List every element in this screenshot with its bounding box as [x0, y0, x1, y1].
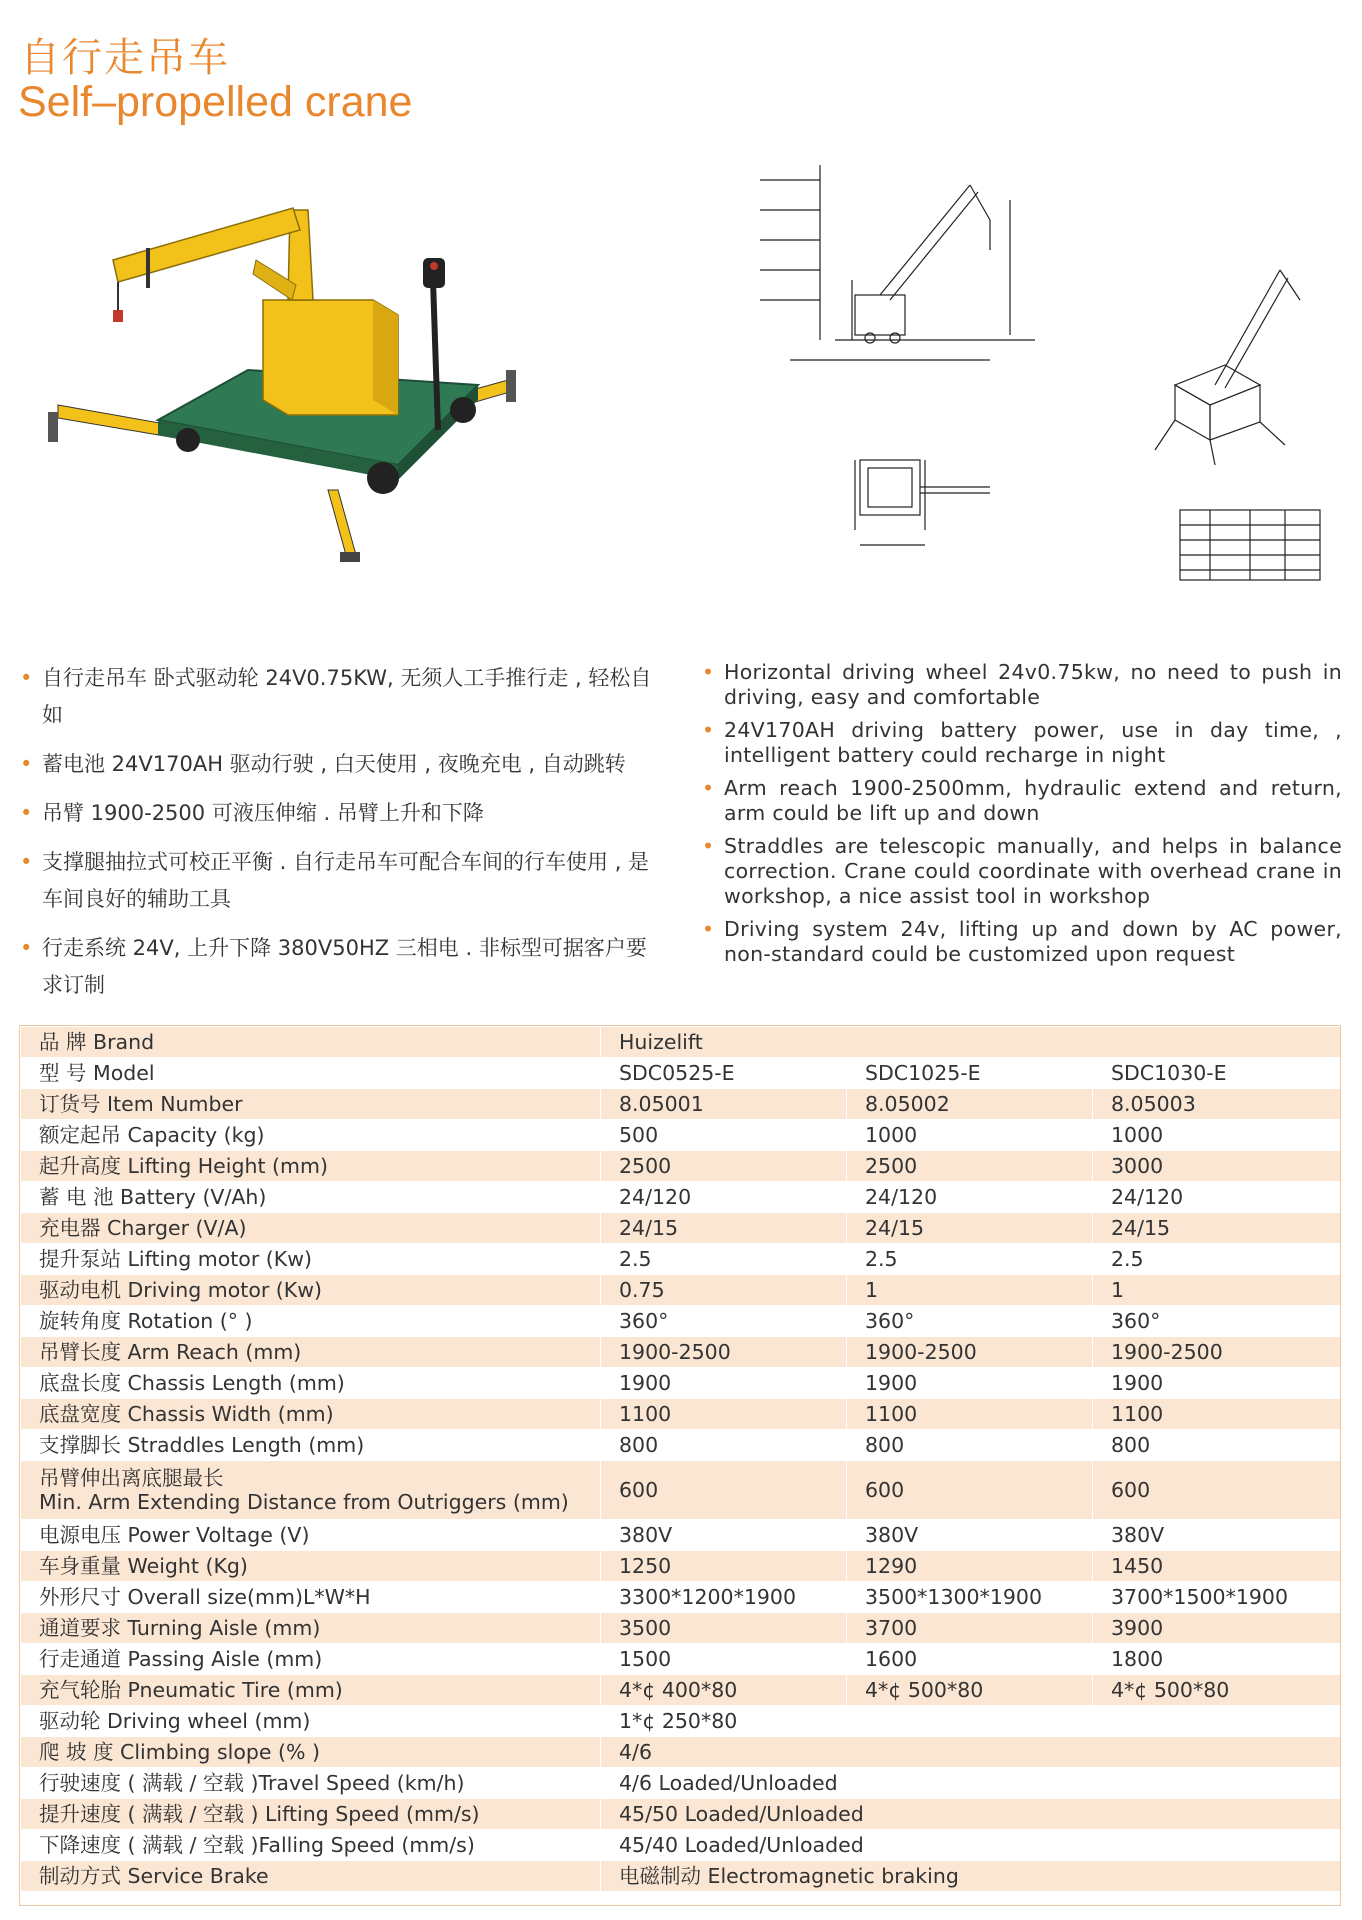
spec-value: 1500	[601, 1644, 847, 1675]
spec-label-text: 下降速度 ( 满载 / 空载 )Falling Speed (mm/s)	[39, 1833, 475, 1857]
spec-value: 3700*1500*1900	[1093, 1582, 1341, 1613]
spec-row	[21, 1675, 1341, 1706]
spec-value: 1	[847, 1275, 1093, 1306]
spec-row	[21, 1151, 1341, 1182]
feature-cn-item: • 吊臂 1900-2500 可液压伸缩 . 吊臂上升和下降	[20, 795, 660, 832]
spec-value: 360°	[601, 1306, 847, 1337]
spec-value: 1100	[601, 1399, 847, 1430]
spec-value: 1100	[1093, 1399, 1341, 1430]
spec-label	[21, 1830, 601, 1861]
spec-value: 4/6 Loaded/Unloaded	[601, 1768, 1341, 1799]
feature-en-item: • Driving system 24v, lifting up and down by AC power, non-standard could be customized upon request	[702, 917, 1342, 967]
spec-value: 45/50 Loaded/Unloaded	[601, 1799, 1341, 1830]
spec-value: SDC0525-E	[601, 1058, 847, 1089]
spec-value: 8.05002	[847, 1089, 1093, 1120]
spec-label	[21, 1768, 601, 1799]
spec-value: 8.05003	[1093, 1089, 1341, 1120]
spec-row	[21, 1768, 1341, 1799]
spec-value: 3700	[847, 1613, 1093, 1644]
spec-value: 600	[847, 1461, 1093, 1520]
spec-label-text: 型 号 Model	[39, 1061, 155, 1085]
spec-label-text: 订货号 Item Number	[39, 1092, 243, 1116]
spec-label-text: 支撑脚长 Straddles Length (mm)	[39, 1433, 365, 1457]
spec-value: 3000	[1093, 1151, 1341, 1182]
spec-label	[21, 1306, 601, 1337]
spec-value: 4*¢ 500*80	[847, 1675, 1093, 1706]
spec-label	[21, 1799, 601, 1830]
spec-value: Huizelift	[601, 1027, 1341, 1058]
spec-label	[21, 1551, 601, 1582]
spec-label	[21, 1027, 601, 1058]
spec-value: 600	[601, 1461, 847, 1520]
spec-value: 1800	[1093, 1644, 1341, 1675]
spec-label	[21, 1706, 601, 1737]
spec-row	[21, 1058, 1341, 1089]
spec-label-text: 充电器 Charger (V/A)	[39, 1216, 247, 1240]
spec-label-text: 底盘宽度 Chassis Width (mm)	[39, 1402, 334, 1426]
feature-cn-item: • 蓄电池 24V170AH 驱动行驶 , 白天使用 , 夜晚充电 , 自动跳转	[20, 746, 660, 783]
spec-label	[21, 1368, 601, 1399]
spec-row	[21, 1213, 1341, 1244]
spec-value: 360°	[1093, 1306, 1341, 1337]
spec-value: 380V	[1093, 1520, 1341, 1551]
spec-label-text: 驱动轮 Driving wheel (mm)	[39, 1709, 311, 1733]
spec-label-text: 提升泵站 Lifting motor (Kw)	[39, 1247, 312, 1271]
spec-value: 3500	[601, 1613, 847, 1644]
spec-value: 24/15	[847, 1213, 1093, 1244]
spec-label	[21, 1582, 601, 1613]
spec-label	[21, 1461, 601, 1520]
spec-value: 360°	[847, 1306, 1093, 1337]
spec-label	[21, 1675, 601, 1706]
spec-value: SDC1025-E	[847, 1058, 1093, 1089]
spec-value: 380V	[847, 1520, 1093, 1551]
features-cn	[20, 660, 660, 1016]
spec-value: 24/15	[601, 1213, 847, 1244]
spec-value: 1	[1093, 1275, 1341, 1306]
spec-value: 1450	[1093, 1551, 1341, 1582]
feature-cn-item: • 行走系统 24V, 上升下降 380V50HZ 三相电 . 非标型可据客户要求订制	[20, 930, 660, 1004]
spec-label-text: 品 牌 Brand	[39, 1030, 155, 1054]
spec-value: 4/6	[601, 1737, 1341, 1768]
spec-value: 1000	[1093, 1120, 1341, 1151]
spec-label	[21, 1644, 601, 1675]
spec-label-text: 充气轮胎 Pneumatic Tire (mm)	[39, 1678, 343, 1702]
spec-label	[21, 1120, 601, 1151]
spec-row	[21, 1461, 1341, 1520]
spec-label	[21, 1058, 601, 1089]
spec-row	[21, 1582, 1341, 1613]
spec-value: 1250	[601, 1551, 847, 1582]
spec-label-text: 驱动电机 Driving motor (Kw)	[39, 1278, 323, 1302]
technical-drawing	[760, 160, 1330, 600]
spec-label-text: 电源电压 Power Voltage (V)	[39, 1523, 310, 1547]
spec-value: 800	[1093, 1430, 1341, 1461]
spec-row	[21, 1799, 1341, 1830]
spec-value: 2500	[601, 1151, 847, 1182]
spec-label-text: 行驶速度 ( 满载 / 空载 )Travel Speed (km/h)	[39, 1771, 465, 1795]
crane-photo	[38, 190, 558, 600]
spec-label	[21, 1244, 601, 1275]
spec-value: 1900-2500	[847, 1337, 1093, 1368]
spec-label	[21, 1613, 601, 1644]
spec-label-text-en: Min. Arm Extending Distance from Outriggers (mm)	[39, 1490, 569, 1514]
spec-value: 1900	[601, 1368, 847, 1399]
spec-value: 800	[847, 1430, 1093, 1461]
spec-value: 2.5	[847, 1244, 1093, 1275]
spec-label-text: 通道要求 Turning Aisle (mm)	[39, 1616, 321, 1640]
spec-value: 1900	[847, 1368, 1093, 1399]
spec-value: 1900-2500	[1093, 1337, 1341, 1368]
spec-value: 24/15	[1093, 1213, 1341, 1244]
spec-table	[20, 1026, 1341, 1892]
spec-row	[21, 1430, 1341, 1461]
spec-label	[21, 1430, 601, 1461]
spec-row	[21, 1706, 1341, 1737]
spec-value: 24/120	[1093, 1182, 1341, 1213]
spec-value: 1100	[847, 1399, 1093, 1430]
spec-label-text: 吊臂伸出离底腿最长	[39, 1466, 224, 1490]
spec-value: 3900	[1093, 1613, 1341, 1644]
spec-label-text: 外形尺寸 Overall size(mm)L*W*H	[39, 1585, 371, 1609]
spec-value: 电磁制动 Electromagnetic braking	[601, 1861, 1341, 1892]
spec-value: SDC1030-E	[1093, 1058, 1341, 1089]
spec-value: 45/40 Loaded/Unloaded	[601, 1830, 1341, 1861]
spec-label-text: 吊臂长度 Arm Reach (mm)	[39, 1340, 302, 1364]
spec-row	[21, 1830, 1341, 1861]
spec-value: 4*¢ 400*80	[601, 1675, 847, 1706]
spec-label-text: 车身重量 Weight (Kg)	[39, 1554, 248, 1578]
feature-en-item: • Horizontal driving wheel 24v0.75kw, no need to push in driving, easy and comfortable	[702, 660, 1342, 710]
spec-row	[21, 1737, 1341, 1768]
spec-row	[21, 1089, 1341, 1120]
spec-label	[21, 1089, 601, 1120]
spec-value: 1000	[847, 1120, 1093, 1151]
spec-row	[21, 1551, 1341, 1582]
spec-label	[21, 1182, 601, 1213]
spec-value: 0.75	[601, 1275, 847, 1306]
feature-en-item: • Arm reach 1900-2500mm, hydraulic extend and return, arm could be lift up and down	[702, 776, 1342, 826]
spec-value: 3300*1200*1900	[601, 1582, 847, 1613]
spec-label-text: 起升高度 Lifting Height (mm)	[39, 1154, 328, 1178]
spec-value: 8.05001	[601, 1089, 847, 1120]
spec-row	[21, 1368, 1341, 1399]
features-en	[702, 660, 1342, 975]
spec-label-text: 爬 坡 度 Climbing slope (% )	[39, 1740, 321, 1764]
spec-label	[21, 1151, 601, 1182]
page-title-cn: 自行走吊车	[20, 35, 230, 81]
spec-label-text: 蓄 电 池 Battery (V/Ah)	[39, 1185, 267, 1209]
spec-row	[21, 1520, 1341, 1551]
spec-value: 2.5	[601, 1244, 847, 1275]
spec-value: 1*¢ 250*80	[601, 1706, 1341, 1737]
spec-label	[21, 1213, 601, 1244]
spec-value: 1290	[847, 1551, 1093, 1582]
spec-value: 4*¢ 500*80	[1093, 1675, 1341, 1706]
spec-row	[21, 1337, 1341, 1368]
spec-label	[21, 1337, 601, 1368]
spec-label-text: 额定起吊 Capacity (kg)	[39, 1123, 265, 1147]
spec-label	[21, 1737, 601, 1768]
spec-value: 380V	[601, 1520, 847, 1551]
spec-value: 2.5	[1093, 1244, 1341, 1275]
spec-row	[21, 1644, 1341, 1675]
spec-row	[21, 1399, 1341, 1430]
spec-label-text: 底盘长度 Chassis Length (mm)	[39, 1371, 345, 1395]
spec-value: 1900	[1093, 1368, 1341, 1399]
spec-row	[21, 1244, 1341, 1275]
spec-label-text: 制动方式 Service Brake	[39, 1864, 269, 1888]
spec-value: 800	[601, 1430, 847, 1461]
spec-value: 1900-2500	[601, 1337, 847, 1368]
spec-label-text: 提升速度 ( 满载 / 空载 ) Lifting Speed (mm/s)	[39, 1802, 480, 1826]
page-title-en: Self–propelled crane	[18, 78, 413, 126]
spec-row	[21, 1120, 1341, 1151]
spec-value: 24/120	[601, 1182, 847, 1213]
spec-row	[21, 1182, 1341, 1213]
spec-value: 1600	[847, 1644, 1093, 1675]
spec-value: 600	[1093, 1461, 1341, 1520]
spec-label	[21, 1520, 601, 1551]
spec-value: 3500*1300*1900	[847, 1582, 1093, 1613]
spec-value: 24/120	[847, 1182, 1093, 1213]
spec-row	[21, 1613, 1341, 1644]
spec-value: 2500	[847, 1151, 1093, 1182]
feature-cn-item: • 支撑腿抽拉式可校正平衡 . 自行走吊车可配合车间的行车使用 , 是车间良好的辅助工具	[20, 844, 660, 918]
spec-label	[21, 1399, 601, 1430]
spec-row	[21, 1027, 1341, 1058]
spec-value: 500	[601, 1120, 847, 1151]
spec-row	[21, 1306, 1341, 1337]
spec-label	[21, 1275, 601, 1306]
feature-en-item: • 24V170AH driving battery power, use in day time, , intelligent battery could recharge in night	[702, 718, 1342, 768]
feature-en-item: • Straddles are telescopic manually, and helps in balance correction. Crane could coordinate with overhead crane in workshop, a nice assist tool in workshop	[702, 834, 1342, 909]
spec-label-text: 旋转角度 Rotation (° )	[39, 1309, 253, 1333]
spec-label-text: 行走通道 Passing Aisle (mm)	[39, 1647, 323, 1671]
spec-row	[21, 1861, 1341, 1892]
feature-cn-item: • 自行走吊车 卧式驱动轮 24V0.75KW, 无须人工手推行走 , 轻松自如	[20, 660, 660, 734]
spec-label	[21, 1861, 601, 1892]
spec-row	[21, 1275, 1341, 1306]
